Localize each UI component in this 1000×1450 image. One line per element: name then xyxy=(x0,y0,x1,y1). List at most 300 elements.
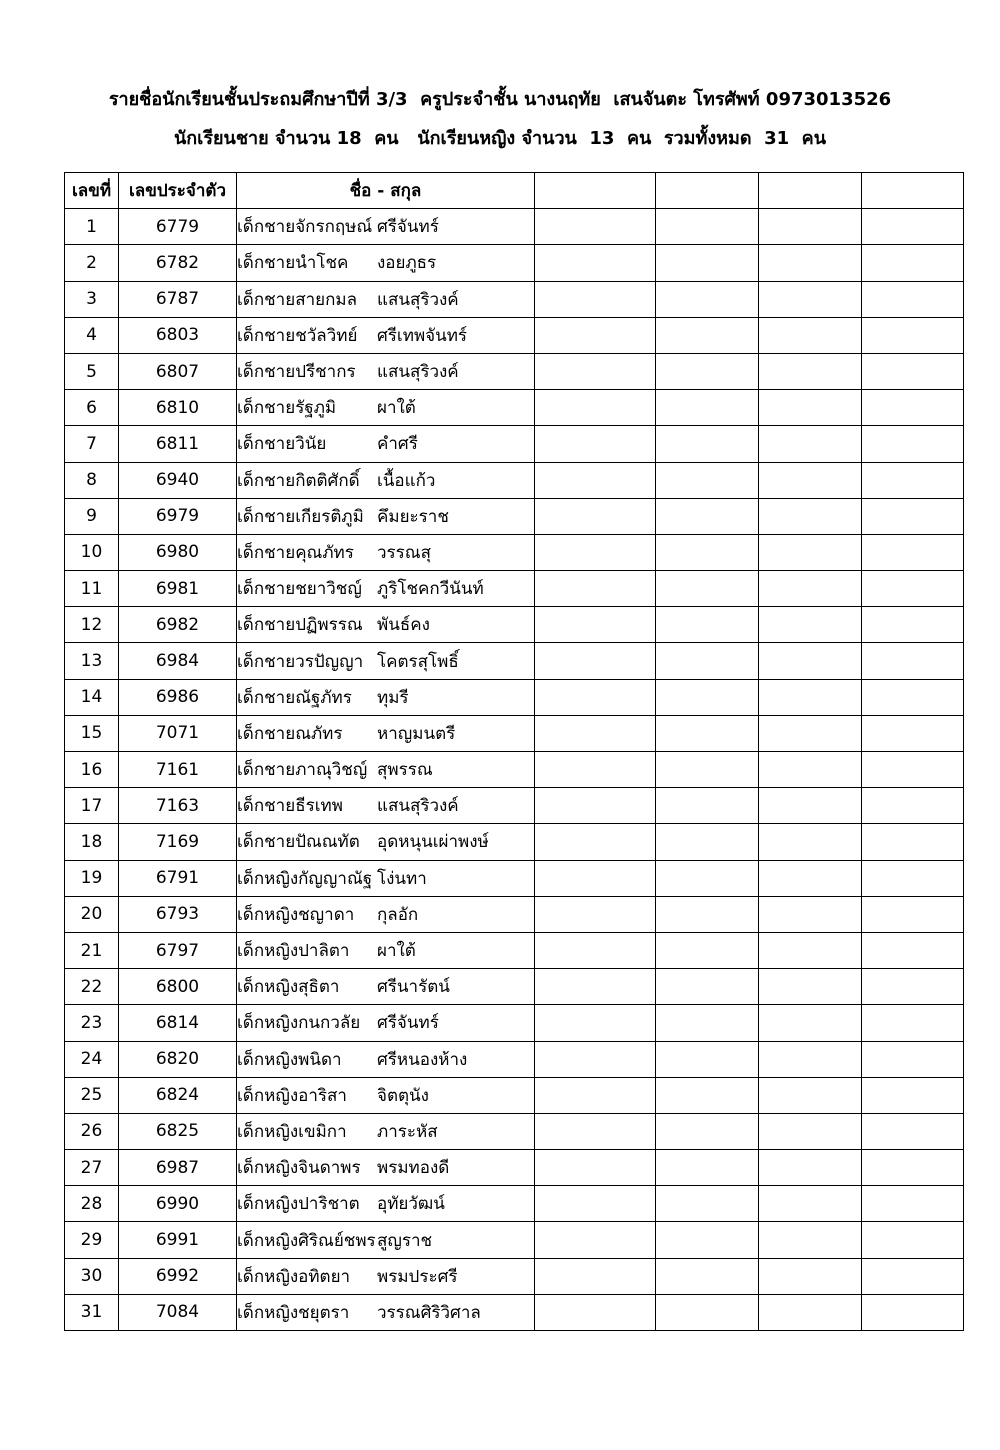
student-last-name: ศรีหนองห้าง xyxy=(377,1049,468,1070)
student-first-name: เด็กหญิงสุธิตา xyxy=(237,977,340,998)
blank-cell xyxy=(759,1077,862,1113)
blank-cell xyxy=(759,571,862,607)
blank-cell xyxy=(656,281,759,317)
student-last-name: วรรณสุ xyxy=(377,542,431,563)
student-id: 7169 xyxy=(119,824,237,860)
student-name xyxy=(237,1005,535,1041)
student-id: 6779 xyxy=(119,209,237,245)
blank-cell xyxy=(656,571,759,607)
row-number: 12 xyxy=(65,607,119,643)
blank-cell xyxy=(535,281,656,317)
student-id: 6810 xyxy=(119,390,237,426)
student-last-name: โง่นทา xyxy=(377,868,427,889)
student-last-name: สุพรรณ xyxy=(377,760,433,781)
table-row xyxy=(65,1186,964,1222)
blank-cell xyxy=(759,317,862,353)
row-number: 27 xyxy=(65,1150,119,1186)
student-name xyxy=(237,390,535,426)
blank-cell xyxy=(759,1150,862,1186)
student-name xyxy=(237,824,535,860)
student-first-name: เด็กชายปัณณทัต xyxy=(237,832,360,853)
table-row xyxy=(65,1041,964,1077)
student-id: 6991 xyxy=(119,1222,237,1258)
blank-cell xyxy=(862,896,964,932)
student-name xyxy=(237,571,535,607)
blank-cell xyxy=(759,353,862,389)
blank-cell xyxy=(535,1294,656,1330)
blank-cell xyxy=(656,643,759,679)
student-last-name: ผาใต้ xyxy=(377,398,416,419)
student-first-name: เด็กชายชยาวิชญ์ xyxy=(237,579,362,600)
row-number: 9 xyxy=(65,498,119,534)
table-row xyxy=(65,607,964,643)
student-id: 6814 xyxy=(119,1005,237,1041)
table-row xyxy=(65,353,964,389)
blank-cell xyxy=(535,1150,656,1186)
student-id: 6986 xyxy=(119,679,237,715)
col-header-blank xyxy=(656,173,759,209)
row-number: 13 xyxy=(65,643,119,679)
blank-cell xyxy=(862,245,964,281)
student-id: 6940 xyxy=(119,462,237,498)
student-last-name: คำศรี xyxy=(377,434,418,455)
student-first-name: เด็กชายสายกมล xyxy=(237,289,357,310)
blank-cell xyxy=(759,679,862,715)
blank-cell xyxy=(535,1258,656,1294)
student-first-name: เด็กชายปฏิพรรณ xyxy=(237,615,363,636)
table-row xyxy=(65,1005,964,1041)
student-first-name: เด็กหญิงชญาดา xyxy=(237,904,355,925)
blank-cell xyxy=(862,824,964,860)
student-id: 6824 xyxy=(119,1077,237,1113)
blank-cell xyxy=(535,679,656,715)
student-first-name: เด็กชายณภัทร xyxy=(237,723,343,744)
student-id: 6811 xyxy=(119,426,237,462)
student-first-name: เด็กหญิงปาริชาต xyxy=(237,1194,360,1215)
blank-cell xyxy=(759,607,862,643)
student-name xyxy=(237,281,535,317)
blank-cell xyxy=(862,969,964,1005)
table-row xyxy=(65,1258,964,1294)
blank-cell xyxy=(656,426,759,462)
student-name xyxy=(237,752,535,788)
student-first-name: เด็กชายวรปัญญา xyxy=(237,651,364,672)
blank-cell xyxy=(759,896,862,932)
row-number: 14 xyxy=(65,679,119,715)
student-name xyxy=(237,860,535,896)
blank-cell xyxy=(862,390,964,426)
student-first-name: เด็กชายธีรเทพ xyxy=(237,796,343,817)
col-header-full-name: ชื่อ - สกุล xyxy=(237,173,535,209)
student-first-name: เด็กหญิงพนิดา xyxy=(237,1049,342,1070)
blank-cell xyxy=(656,1041,759,1077)
student-id: 6825 xyxy=(119,1113,237,1149)
blank-cell xyxy=(862,1222,964,1258)
student-name xyxy=(237,679,535,715)
student-last-name: อุทัยวัฒน์ xyxy=(377,1194,445,1215)
table-row xyxy=(65,1294,964,1330)
blank-cell xyxy=(759,245,862,281)
student-first-name: เด็กหญิงชยุตรา xyxy=(237,1302,350,1323)
blank-cell xyxy=(535,896,656,932)
student-last-name: ศรีนารัตน์ xyxy=(377,977,450,998)
student-last-name: อุดหนุนเผ่าพงษ์ xyxy=(377,832,489,853)
blank-cell xyxy=(656,824,759,860)
table-row xyxy=(65,679,964,715)
blank-cell xyxy=(656,1222,759,1258)
table-row xyxy=(65,896,964,932)
student-last-name: เนื้อแก้ว xyxy=(377,470,436,491)
table-row xyxy=(65,969,964,1005)
blank-cell xyxy=(656,788,759,824)
blank-cell xyxy=(535,245,656,281)
blank-cell xyxy=(535,498,656,534)
blank-cell xyxy=(862,1113,964,1149)
blank-cell xyxy=(656,969,759,1005)
blank-cell xyxy=(862,1005,964,1041)
student-first-name: เด็กชายกิตติศักดิ์ xyxy=(237,470,360,491)
student-name xyxy=(237,788,535,824)
student-last-name: งอยภูธร xyxy=(377,253,437,274)
blank-cell xyxy=(862,209,964,245)
student-last-name: ผาใต้ xyxy=(377,941,416,962)
row-number: 30 xyxy=(65,1258,119,1294)
table-row xyxy=(65,534,964,570)
student-first-name: เด็กชายชวัลวิทย์ xyxy=(237,325,358,346)
blank-cell xyxy=(759,209,862,245)
student-id: 6992 xyxy=(119,1258,237,1294)
row-number: 2 xyxy=(65,245,119,281)
blank-cell xyxy=(656,860,759,896)
blank-cell xyxy=(862,1294,964,1330)
document-title: รายชื่อนักเรียนชั้นประถมศึกษาปีที่ 3/3 ครูประจำชั้น นางนฤทัย เสนจันตะ โทรศัพท์ 0973013526 xyxy=(108,89,892,110)
blank-cell xyxy=(862,788,964,824)
row-number: 1 xyxy=(65,209,119,245)
student-last-name: จิตตุนัง xyxy=(377,1085,429,1106)
table-header-row xyxy=(65,173,964,209)
blank-cell xyxy=(535,209,656,245)
student-last-name: ศรีเทพจันทร์ xyxy=(377,325,468,346)
blank-cell xyxy=(656,498,759,534)
student-id: 7161 xyxy=(119,752,237,788)
blank-cell xyxy=(862,860,964,896)
table-row xyxy=(65,209,964,245)
student-first-name: เด็กชายรัฐภูมิ xyxy=(237,398,337,419)
student-name xyxy=(237,1077,535,1113)
blank-cell xyxy=(862,462,964,498)
blank-cell xyxy=(862,1186,964,1222)
blank-cell xyxy=(759,860,862,896)
row-number: 3 xyxy=(65,281,119,317)
row-number: 15 xyxy=(65,715,119,751)
blank-cell xyxy=(535,932,656,968)
col-header-number: เลขที่ xyxy=(65,173,119,209)
table-row xyxy=(65,1222,964,1258)
blank-cell xyxy=(535,1077,656,1113)
row-number: 21 xyxy=(65,932,119,968)
student-name xyxy=(237,1186,535,1222)
student-id: 6981 xyxy=(119,571,237,607)
student-id: 6979 xyxy=(119,498,237,534)
student-last-name: ภาระหัส xyxy=(377,1121,438,1142)
col-header-blank xyxy=(862,173,964,209)
row-number: 10 xyxy=(65,534,119,570)
blank-cell xyxy=(656,1258,759,1294)
row-number: 6 xyxy=(65,390,119,426)
blank-cell xyxy=(759,643,862,679)
blank-cell xyxy=(535,1113,656,1149)
table-row xyxy=(65,932,964,968)
blank-cell xyxy=(759,969,862,1005)
blank-cell xyxy=(656,932,759,968)
blank-cell xyxy=(535,860,656,896)
student-last-name: วรรณศิริวิศาล xyxy=(377,1302,481,1323)
row-number: 19 xyxy=(65,860,119,896)
student-first-name: เด็กหญิงอทิตยา xyxy=(237,1266,351,1287)
student-last-name: พรมประศรี xyxy=(377,1266,458,1287)
student-name xyxy=(237,498,535,534)
student-first-name: เด็กชายณัฐภัทร xyxy=(237,687,352,708)
student-name xyxy=(237,245,535,281)
student-last-name: พันธ์คง xyxy=(377,615,430,636)
blank-cell xyxy=(759,1005,862,1041)
col-header-blank xyxy=(535,173,656,209)
student-name xyxy=(237,426,535,462)
blank-cell xyxy=(759,462,862,498)
blank-cell xyxy=(862,752,964,788)
blank-cell xyxy=(535,534,656,570)
blank-cell xyxy=(535,426,656,462)
blank-cell xyxy=(759,1113,862,1149)
blank-cell xyxy=(656,1077,759,1113)
blank-cell xyxy=(656,353,759,389)
student-last-name: ศรีจันทร์ xyxy=(377,217,439,238)
blank-cell xyxy=(759,752,862,788)
blank-cell xyxy=(656,1113,759,1149)
blank-cell xyxy=(759,788,862,824)
table-row xyxy=(65,788,964,824)
blank-cell xyxy=(862,715,964,751)
student-last-name: แสนสุริวงค์ xyxy=(377,289,459,310)
student-last-name: คึมยะราช xyxy=(377,506,449,527)
blank-cell xyxy=(535,969,656,1005)
row-number: 4 xyxy=(65,317,119,353)
student-first-name: เด็กหญิงกนกวลัย xyxy=(237,1013,361,1034)
blank-cell xyxy=(862,1077,964,1113)
blank-cell xyxy=(656,1150,759,1186)
student-name xyxy=(237,715,535,751)
blank-cell xyxy=(535,462,656,498)
blank-cell xyxy=(656,534,759,570)
student-first-name: เด็กหญิงจินดาพร xyxy=(237,1158,361,1179)
blank-cell xyxy=(535,824,656,860)
blank-cell xyxy=(862,932,964,968)
blank-cell xyxy=(862,317,964,353)
blank-cell xyxy=(862,1150,964,1186)
student-name xyxy=(237,462,535,498)
blank-cell xyxy=(656,896,759,932)
blank-cell xyxy=(759,1186,862,1222)
blank-cell xyxy=(656,607,759,643)
row-number: 18 xyxy=(65,824,119,860)
blank-cell xyxy=(656,1294,759,1330)
blank-cell xyxy=(656,462,759,498)
student-name xyxy=(237,643,535,679)
student-id: 6793 xyxy=(119,896,237,932)
blank-cell xyxy=(759,1258,862,1294)
student-first-name: เด็กหญิงศิริณย์ชพร xyxy=(237,1230,376,1251)
student-last-name: พรมทองดี xyxy=(377,1158,450,1179)
row-number: 26 xyxy=(65,1113,119,1149)
blank-cell xyxy=(759,1222,862,1258)
student-id: 6980 xyxy=(119,534,237,570)
row-number: 5 xyxy=(65,353,119,389)
student-name xyxy=(237,932,535,968)
student-name xyxy=(237,1294,535,1330)
row-number: 23 xyxy=(65,1005,119,1041)
student-id: 6990 xyxy=(119,1186,237,1222)
blank-cell xyxy=(759,390,862,426)
table-row xyxy=(65,317,964,353)
student-id: 6797 xyxy=(119,932,237,968)
student-first-name: เด็กชายภาณุวิชญ์ xyxy=(237,760,368,781)
student-id: 6791 xyxy=(119,860,237,896)
student-first-name: เด็กหญิงอาริสา xyxy=(237,1085,347,1106)
student-first-name: เด็กหญิงกัญญาณัฐ xyxy=(237,868,373,889)
table-row xyxy=(65,571,964,607)
blank-cell xyxy=(759,824,862,860)
blank-cell xyxy=(535,788,656,824)
student-name xyxy=(237,353,535,389)
blank-cell xyxy=(535,752,656,788)
blank-cell xyxy=(535,353,656,389)
student-name xyxy=(237,896,535,932)
blank-cell xyxy=(862,1258,964,1294)
student-last-name: ศรีจันทร์ xyxy=(377,1013,439,1034)
blank-cell xyxy=(759,534,862,570)
student-name xyxy=(237,1258,535,1294)
student-last-name: แสนสุริวงค์ xyxy=(377,362,459,383)
student-last-name: สูญราช xyxy=(377,1230,433,1251)
row-number: 28 xyxy=(65,1186,119,1222)
student-roster-table xyxy=(64,172,964,1331)
student-first-name: เด็กชายปรีชากร xyxy=(237,362,356,383)
student-first-name: เด็กหญิงปาลิตา xyxy=(237,941,350,962)
student-name xyxy=(237,607,535,643)
table-row xyxy=(65,462,964,498)
student-name xyxy=(237,317,535,353)
table-row xyxy=(65,824,964,860)
row-number: 31 xyxy=(65,1294,119,1330)
blank-cell xyxy=(535,571,656,607)
table-row xyxy=(65,390,964,426)
table-row xyxy=(65,426,964,462)
student-count-summary: นักเรียนชาย จำนวน 18 คน นักเรียนหญิง จำนวน 13 คน รวมทั้งหมด 31 คน xyxy=(173,128,827,149)
blank-cell xyxy=(862,353,964,389)
blank-cell xyxy=(759,281,862,317)
blank-cell xyxy=(862,281,964,317)
blank-cell xyxy=(535,1041,656,1077)
blank-cell xyxy=(656,1005,759,1041)
table-row xyxy=(65,281,964,317)
student-first-name: เด็กชายจักรกฤษณ์ xyxy=(237,217,373,238)
student-last-name: โคตรสุโพธิ์ xyxy=(377,651,459,672)
table-row xyxy=(65,1077,964,1113)
blank-cell xyxy=(759,426,862,462)
row-number: 22 xyxy=(65,969,119,1005)
row-number: 7 xyxy=(65,426,119,462)
table-row xyxy=(65,643,964,679)
student-id: 6782 xyxy=(119,245,237,281)
student-last-name: ภูริโชคกวีนันท์ xyxy=(377,579,484,600)
blank-cell xyxy=(656,1186,759,1222)
table-row xyxy=(65,245,964,281)
blank-cell xyxy=(656,679,759,715)
blank-cell xyxy=(759,1041,862,1077)
blank-cell xyxy=(862,534,964,570)
table-row xyxy=(65,752,964,788)
row-number: 20 xyxy=(65,896,119,932)
student-id: 7071 xyxy=(119,715,237,751)
table-row xyxy=(65,860,964,896)
blank-cell xyxy=(535,1186,656,1222)
blank-cell xyxy=(656,245,759,281)
blank-cell xyxy=(862,1041,964,1077)
blank-cell xyxy=(759,1294,862,1330)
blank-cell xyxy=(759,932,862,968)
blank-cell xyxy=(535,643,656,679)
row-number: 24 xyxy=(65,1041,119,1077)
student-name xyxy=(237,1222,535,1258)
row-number: 8 xyxy=(65,462,119,498)
blank-cell xyxy=(656,715,759,751)
student-id: 6800 xyxy=(119,969,237,1005)
row-number: 25 xyxy=(65,1077,119,1113)
blank-cell xyxy=(862,426,964,462)
table-row xyxy=(65,1150,964,1186)
student-name xyxy=(237,209,535,245)
student-last-name: หาญมนตรี xyxy=(377,723,456,744)
student-last-name: ทุมรี xyxy=(377,687,409,708)
blank-cell xyxy=(862,607,964,643)
student-last-name: แสนสุริวงค์ xyxy=(377,796,459,817)
blank-cell xyxy=(535,390,656,426)
blank-cell xyxy=(535,715,656,751)
blank-cell xyxy=(535,317,656,353)
student-id: 7163 xyxy=(119,788,237,824)
blank-cell xyxy=(535,607,656,643)
student-id: 6984 xyxy=(119,643,237,679)
col-header-blank xyxy=(759,173,862,209)
student-name xyxy=(237,1150,535,1186)
blank-cell xyxy=(656,317,759,353)
student-name xyxy=(237,1113,535,1149)
blank-cell xyxy=(862,571,964,607)
blank-cell xyxy=(535,1222,656,1258)
blank-cell xyxy=(862,679,964,715)
student-first-name: เด็กชายนำโชค xyxy=(237,253,349,274)
col-header-student-id: เลขประจำตัว xyxy=(119,173,237,209)
table-row xyxy=(65,715,964,751)
blank-cell xyxy=(656,209,759,245)
row-number: 11 xyxy=(65,571,119,607)
student-name xyxy=(237,969,535,1005)
blank-cell xyxy=(656,390,759,426)
student-id: 6807 xyxy=(119,353,237,389)
row-number: 16 xyxy=(65,752,119,788)
row-number: 29 xyxy=(65,1222,119,1258)
table-row xyxy=(65,1113,964,1149)
